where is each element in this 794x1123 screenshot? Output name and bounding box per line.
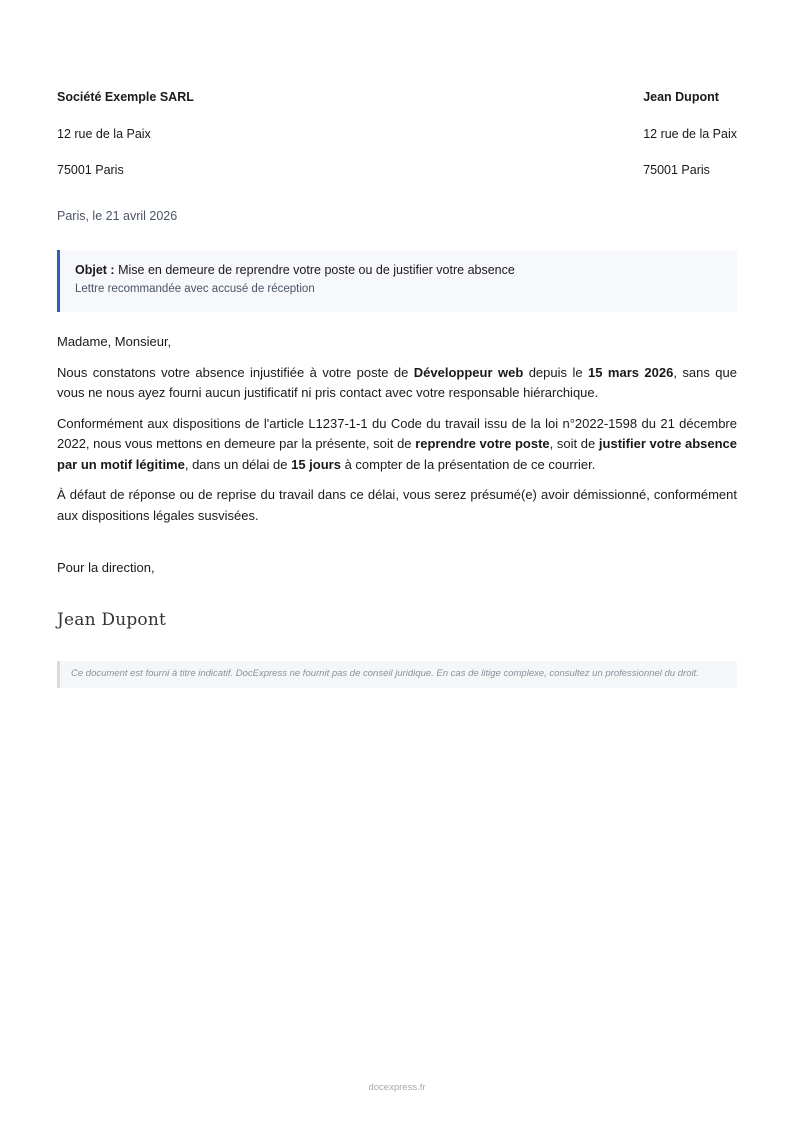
sender-street: 12 rue de la Paix [57, 126, 151, 141]
subject-text: Mise en demeure de reprendre votre poste ou de justifier votre absence [118, 263, 515, 277]
paragraph-absence [57, 363, 737, 404]
sender-city: 75001 Paris [57, 163, 124, 177]
absence-start-date: 15 mars 2026 [588, 364, 674, 380]
paragraph-consequence: À défaut de réponse ou de reprise du travail dans ce délai, vous serez présumé(e) avoir démissionné, conformément aux dispositions légales susvisées. [57, 487, 737, 523]
letter-body [57, 332, 737, 536]
p1-text-1: Nous constatons votre absence injustifiée à votre poste de [57, 364, 414, 380]
subject-line [75, 262, 737, 278]
p2-text-3: , dans un délai de [184, 456, 292, 472]
p1-text-2: depuis le [523, 364, 589, 380]
p2-text-2: , soit de [549, 436, 599, 451]
salutation: Madame, Monsieur, [57, 334, 172, 349]
closing: Pour la direction, [57, 560, 155, 575]
subject-box [57, 250, 737, 312]
sender-name: Société Exemple SARL [57, 90, 194, 104]
sender-address [57, 91, 194, 201]
p2-text-4: à compter de la présentation de ce courrier. [340, 456, 596, 472]
recipient-street: 12 rue de la Paix [643, 126, 737, 141]
option-justify: justifier votre absence par un motif légitime [57, 436, 738, 472]
signature: Jean Dupont [57, 610, 167, 630]
option-resume: reprendre votre poste [415, 436, 550, 451]
p2-text-1: Conformément aux dispositions de l'article L1237-1-1 du Code du travail issu de la loi n°2022-1598 du 21 décembre 2022, nous vous mettons en demeure par la présente, soit de [57, 415, 737, 451]
p1-text-3: , sans que vous ne nous ayez fourni aucun justificatif ni pris contact avec votre responsable hiérarchique. [57, 364, 737, 400]
letter-date: Paris, le 21 avril 2026 [57, 209, 178, 223]
recipient-address [643, 91, 737, 201]
deadline: 15 jours [291, 456, 341, 472]
subject-label: Objet : [75, 263, 115, 277]
footer-link[interactable]: docexpress.fr [368, 1082, 426, 1093]
recipient-name: Jean Dupont [643, 90, 719, 104]
delivery-method: Lettre recommandée avec accusé de réception [75, 283, 315, 295]
paragraph-legal [57, 414, 737, 476]
disclaimer: Ce document est fourni à titre indicatif. DocExpress ne fournit pas de conseil juridique. En cas de litige complexe, consultez un professionnel du droit. [57, 661, 737, 688]
recipient-city: 75001 Paris [643, 163, 710, 177]
job-title: Développeur web [413, 364, 524, 380]
